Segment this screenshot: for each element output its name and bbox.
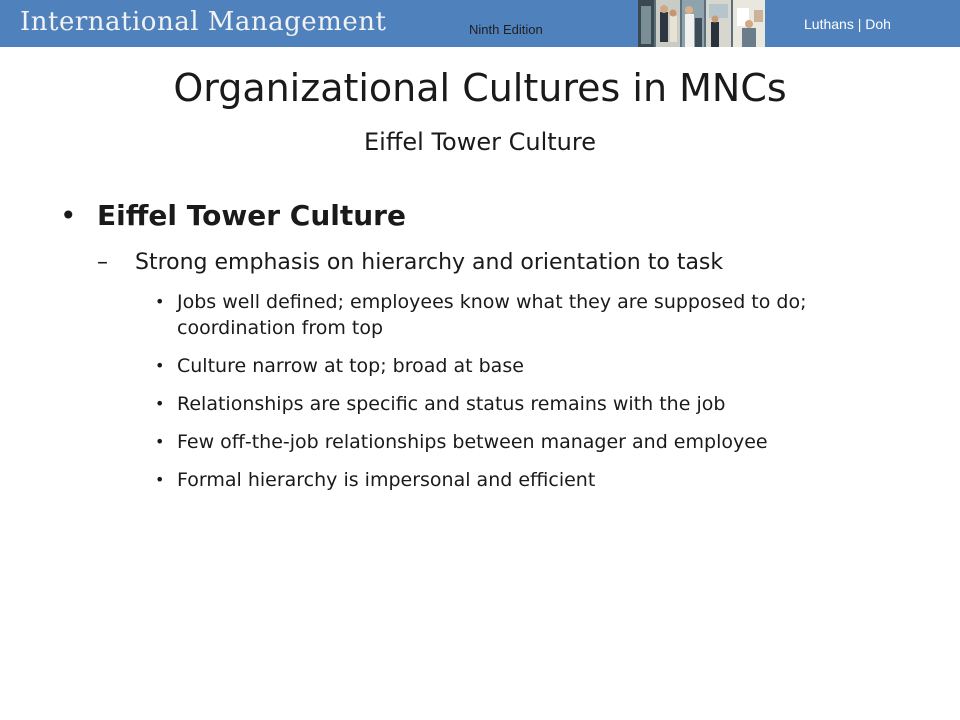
bullet-marker: • xyxy=(155,356,165,375)
bullet-level-1 xyxy=(60,196,920,236)
book-title: International Management xyxy=(20,7,387,37)
list-item-text: Culture narrow at top; broad at base xyxy=(177,355,524,377)
bullet-marker: • xyxy=(155,470,165,489)
list-item-text: Relationships are specific and status remains with the job xyxy=(177,393,726,415)
bullet-level-2 xyxy=(97,246,920,279)
bullet-text: Eiffel Tower Culture xyxy=(97,199,406,232)
slide-body xyxy=(60,196,920,505)
bullet-marker: • xyxy=(155,394,165,413)
list-item xyxy=(155,289,867,341)
list-item xyxy=(155,467,867,493)
list-item xyxy=(155,353,867,379)
slide-title: Organizational Cultures in MNCs xyxy=(173,66,787,110)
bullet-marker: • xyxy=(60,199,77,232)
sub-bullet-text: Strong emphasis on hierarchy and orientation to task xyxy=(135,250,724,275)
authors-label: Luthans | Doh xyxy=(804,16,891,32)
list-item-text: Jobs well defined; employees know what they are supposed to do; coordination from top xyxy=(177,291,807,339)
header-photo-collage xyxy=(638,0,765,47)
detail-list xyxy=(60,289,920,493)
edition-label: Ninth Edition xyxy=(469,22,543,37)
bullet-marker: • xyxy=(155,432,165,451)
list-item xyxy=(155,429,867,455)
dash-marker: – xyxy=(97,250,108,275)
list-item-text: Few off-the-job relationships between manager and employee xyxy=(177,431,768,453)
header-band xyxy=(0,0,960,47)
list-item xyxy=(155,391,867,417)
bullet-marker: • xyxy=(155,292,165,311)
slide-subtitle: Eiffel Tower Culture xyxy=(364,128,596,156)
list-item-text: Formal hierarchy is impersonal and efficient xyxy=(177,469,596,491)
photo-collage-image xyxy=(638,0,765,47)
